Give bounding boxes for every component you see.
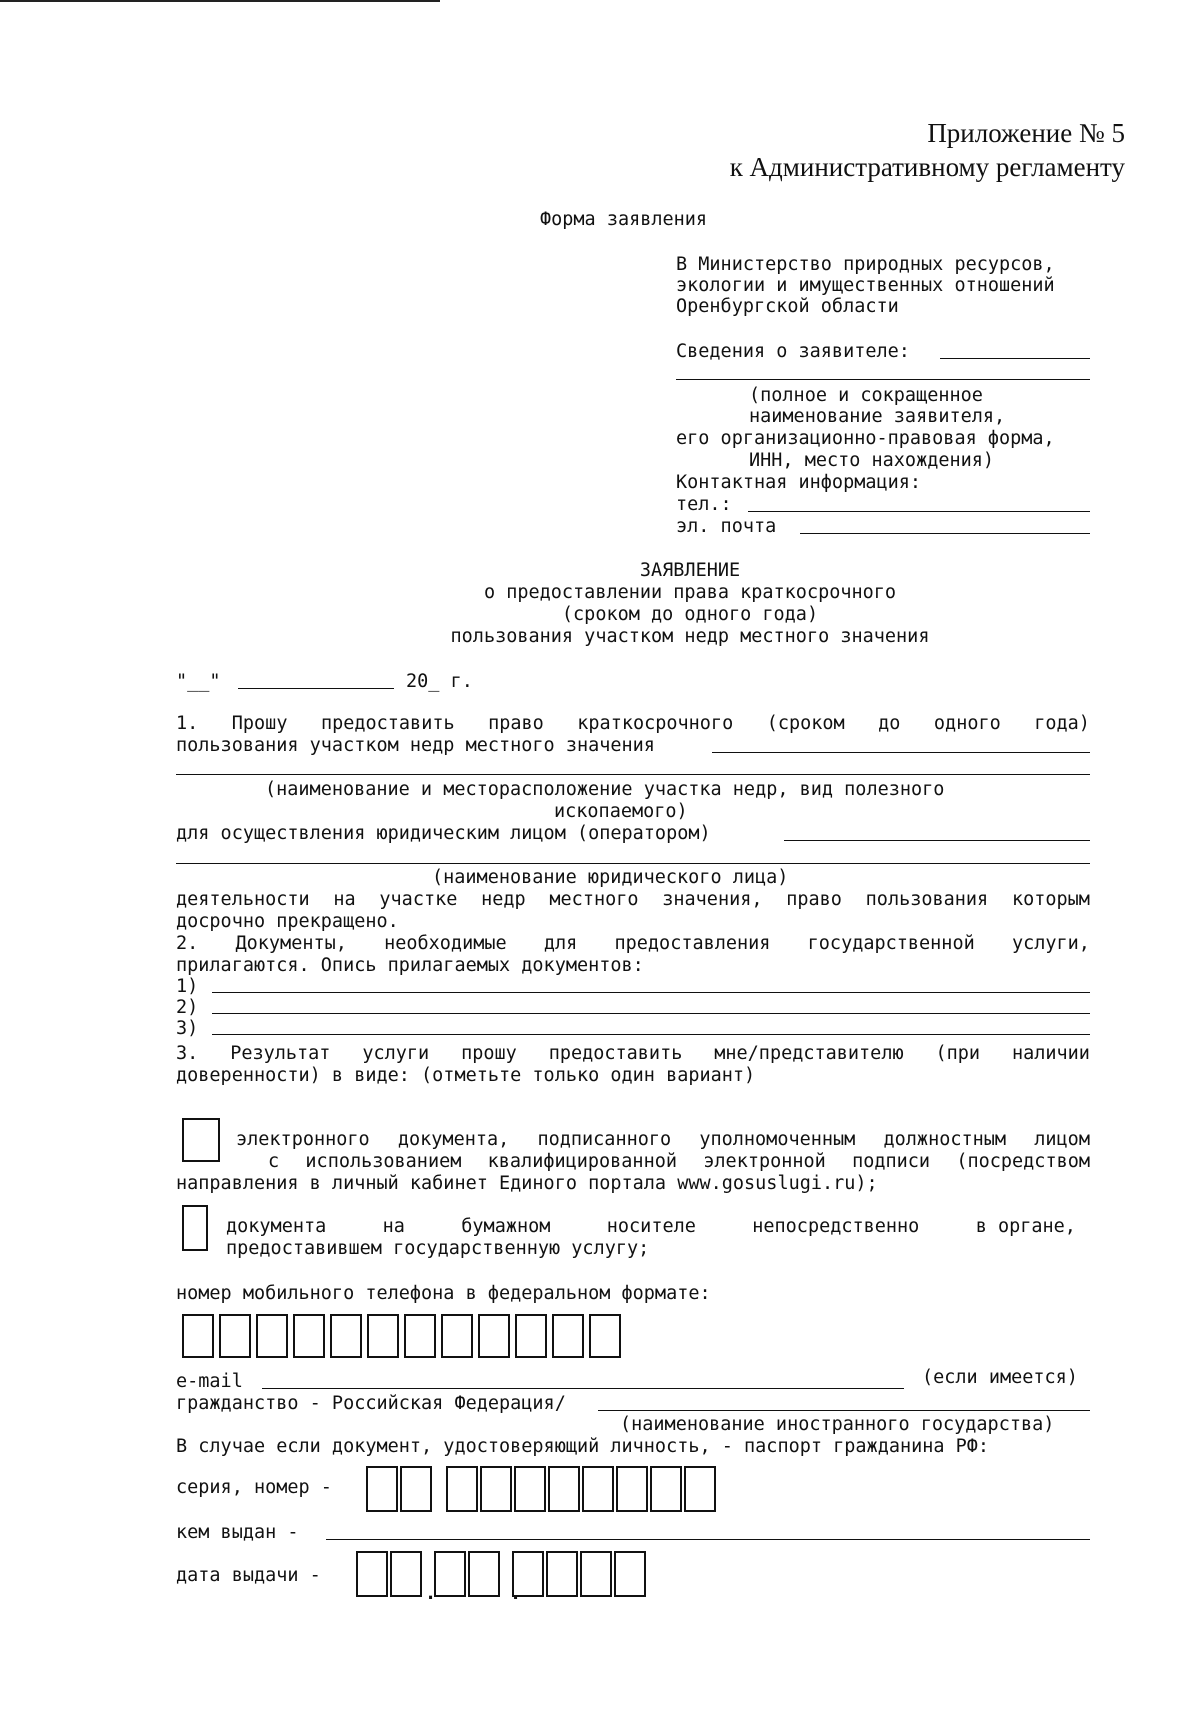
phone-digit-cell[interactable] xyxy=(330,1314,362,1358)
option-electronic-line-2: с использованием квалифицированной электронной подписи (посредством xyxy=(268,1151,1090,1172)
subsoil-plot-field-2[interactable] xyxy=(176,774,1090,775)
operator-label: для осуществления юридическим лицом (оператором) xyxy=(176,823,711,844)
year-digit-cell[interactable] xyxy=(580,1551,612,1597)
month-digit-cell[interactable] xyxy=(468,1551,500,1597)
doc-number-3: 3) xyxy=(176,1018,199,1039)
phone-digit-cell[interactable] xyxy=(293,1314,325,1358)
statement-subtitle-3: пользования участком недр местного значения xyxy=(450,626,930,647)
mobile-phone-label: номер мобильного телефона в федеральном формате: xyxy=(176,1283,711,1304)
issued-by-label: кем выдан - xyxy=(176,1522,299,1543)
day-digit-cell[interactable] xyxy=(390,1551,422,1597)
operator-field[interactable] xyxy=(784,840,1090,841)
item1-line-activity: деятельности на участке недр местного значения, право пользования которым xyxy=(176,889,1090,910)
passport-series-cells[interactable] xyxy=(366,1466,718,1512)
series-digit-cell[interactable] xyxy=(366,1466,398,1512)
issue-date-label: дата выдачи - xyxy=(176,1565,321,1586)
applicant-hint-1: (полное и сокращенное xyxy=(749,385,983,406)
date-year: 20_ г. xyxy=(406,671,473,692)
applicant-info-field-2[interactable] xyxy=(676,379,1090,380)
date-separator-dot: . xyxy=(510,1583,522,1604)
phone-digit-cell[interactable] xyxy=(182,1314,214,1358)
series-digit-cell[interactable] xyxy=(480,1466,512,1512)
scan-top-edge xyxy=(0,0,440,2)
appendix-number: Приложение № 5 xyxy=(927,118,1125,148)
item3-line-1: 3. Результат услуги прошу предоставить мне/представителю (при наличии xyxy=(176,1043,1090,1064)
citizenship-label: гражданство - Российская Федерация/ xyxy=(176,1393,566,1414)
email-optional-note: (если имеется) xyxy=(922,1367,1078,1388)
addressee-line-3: Оренбургской области xyxy=(676,296,899,317)
doc-number-2: 2) xyxy=(176,997,199,1018)
phone-label: тел.: xyxy=(676,494,732,515)
regulation-reference: к Административному регламенту xyxy=(729,152,1125,182)
option-paper-line-1: документа на бумажном носителе непосредственно в органе, xyxy=(226,1216,1076,1237)
statement-title: ЗАЯВЛЕНИЕ xyxy=(639,560,741,581)
applicant-hint-4: ИНН, место нахождения) xyxy=(749,450,995,471)
number-digit-cell[interactable] xyxy=(582,1466,614,1512)
doc-number-1: 1) xyxy=(176,976,199,997)
phone-digit-cell[interactable] xyxy=(515,1314,547,1358)
option-paper-checkbox[interactable] xyxy=(182,1205,208,1251)
item1-line-1: 1. Прошу предоставить право краткосрочного (сроком до одного года) xyxy=(176,713,1090,734)
phone-digit-cell[interactable] xyxy=(367,1314,399,1358)
month-digit-cell[interactable] xyxy=(434,1551,466,1597)
doc-field-2[interactable] xyxy=(212,1013,1090,1014)
day-digit-cell[interactable] xyxy=(356,1551,388,1597)
phone-digit-cell[interactable] xyxy=(589,1314,621,1358)
contact-info-label: Контактная информация: xyxy=(676,472,922,493)
issued-by-field[interactable] xyxy=(326,1539,1090,1540)
option-electronic-line-1: электронного документа, подписанного уполномоченным должностным лицом xyxy=(236,1129,1090,1150)
phone-field[interactable] xyxy=(748,511,1090,512)
operator-field-2[interactable] xyxy=(176,863,1090,864)
phone-digit-cell[interactable] xyxy=(552,1314,584,1358)
phone-digit-cell[interactable] xyxy=(219,1314,251,1358)
email-field[interactable] xyxy=(800,533,1090,534)
statement-subtitle-2: (сроком до одного года) xyxy=(561,604,819,625)
applicant-info-label: Сведения о заявителе: xyxy=(676,341,910,362)
applicant-hint-2: наименование заявителя, xyxy=(749,406,1006,427)
option-electronic-checkbox[interactable] xyxy=(182,1118,220,1162)
doc-field-3[interactable] xyxy=(212,1034,1090,1035)
statement-subtitle-1: о предоставлении права краткосрочного xyxy=(483,582,897,603)
operator-hint: (наименование юридического лица) xyxy=(432,867,789,888)
form-title: Форма заявления xyxy=(540,209,708,230)
year-digit-cell[interactable] xyxy=(546,1551,578,1597)
issue-date-cells[interactable] xyxy=(356,1551,648,1597)
number-digit-cell[interactable] xyxy=(548,1466,580,1512)
date-day[interactable]: "__" xyxy=(176,671,221,692)
foreign-state-field[interactable] xyxy=(598,1410,1090,1411)
subsoil-plot-field[interactable] xyxy=(712,752,1090,753)
number-digit-cell[interactable] xyxy=(684,1466,716,1512)
addressee-line-2: экологии и имущественных отношений xyxy=(676,275,1055,296)
option-electronic-line-3: направления в личный кабинет Единого портала www.gosuslugi.ru); xyxy=(176,1173,878,1194)
phone-digit-cell[interactable] xyxy=(404,1314,436,1358)
doc-field-1[interactable] xyxy=(212,992,1090,993)
item3-line-2: доверенности) в виде: (отметьте только один вариант) xyxy=(176,1065,756,1086)
item1-line-end: досрочно прекращено. xyxy=(176,911,399,932)
date-month-field[interactable] xyxy=(238,688,394,689)
date-separator-dot: . xyxy=(425,1583,437,1604)
phone-digit-cell[interactable] xyxy=(478,1314,510,1358)
item2-line-2: прилагаются. Опись прилагаемых документов: xyxy=(176,955,644,976)
passport-note: В случае если документ, удостоверяющий личность, - паспорт гражданина РФ: xyxy=(176,1436,990,1457)
item2-line-1: 2. Документы, необходимые для предоставления государственной услуги, xyxy=(176,933,1090,954)
subsoil-plot-hint-2: ископаемого) xyxy=(554,801,688,822)
series-digit-cell[interactable] xyxy=(400,1466,432,1512)
series-number-label: серия, номер - xyxy=(176,1477,332,1498)
applicant-info-field[interactable] xyxy=(940,358,1090,359)
year-digit-cell[interactable] xyxy=(614,1551,646,1597)
email-field-2[interactable] xyxy=(262,1388,904,1389)
number-digit-cell[interactable] xyxy=(616,1466,648,1512)
addressee-line-1: В Министерство природных ресурсов, xyxy=(676,254,1055,275)
email-label: эл. почта xyxy=(676,516,777,537)
subsoil-plot-hint-1: (наименование и месторасположение участка недр, вид полезного xyxy=(265,779,945,800)
phone-digit-cell[interactable] xyxy=(441,1314,473,1358)
phone-digit-cell[interactable] xyxy=(256,1314,288,1358)
foreign-state-hint: (наименование иностранного государства) xyxy=(620,1414,1055,1435)
option-paper-line-2: предоставившем государственную услугу; xyxy=(226,1238,650,1259)
series-digit-cell[interactable] xyxy=(446,1466,478,1512)
email-label-2: e-mail xyxy=(176,1371,243,1392)
applicant-hint-3: его организационно-правовая форма, xyxy=(676,428,1055,449)
number-digit-cell[interactable] xyxy=(514,1466,546,1512)
item1-line-2: пользования участком недр местного значения xyxy=(176,735,655,756)
mobile-phone-cells[interactable] xyxy=(182,1314,626,1358)
number-digit-cell[interactable] xyxy=(650,1466,682,1512)
